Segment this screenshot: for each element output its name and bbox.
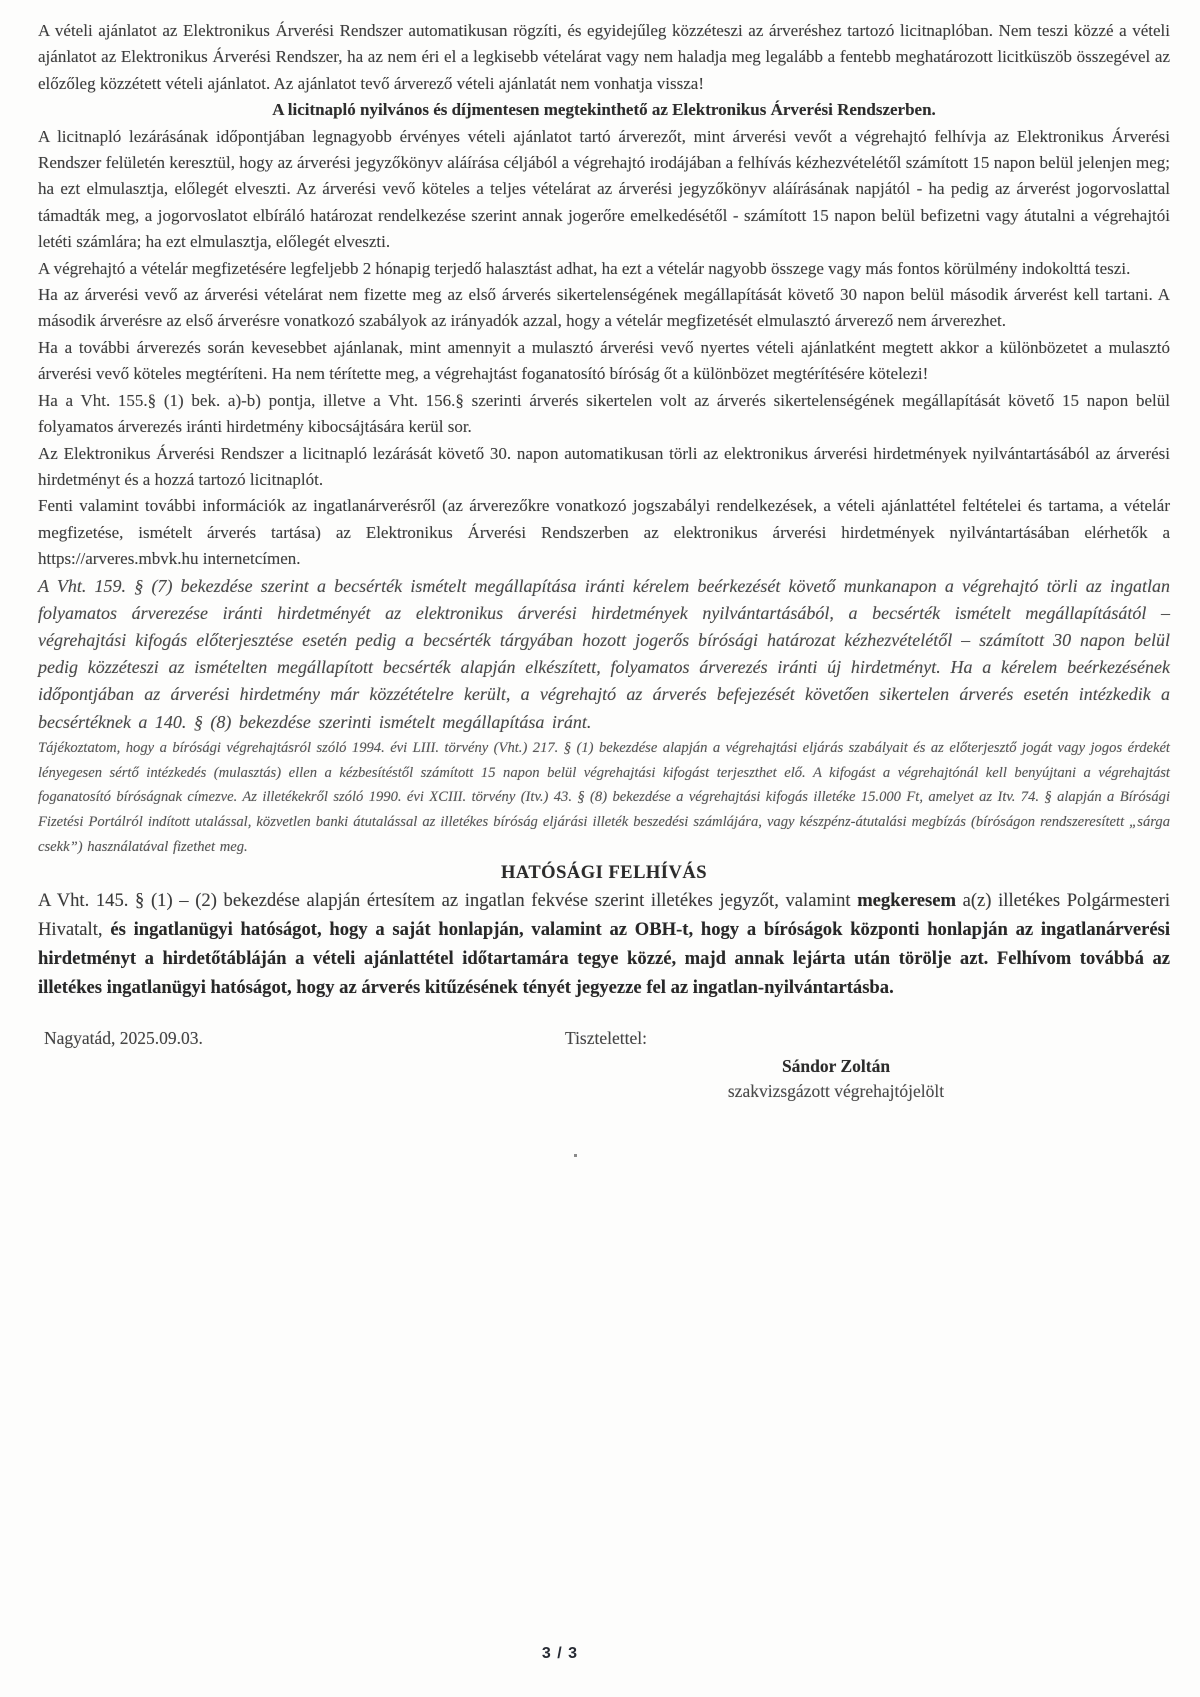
- licitnaplo-heading: A licitnapló nyilvános és díjmentesen megtekinthető az Elektronikus Árverési Rendszerben.: [272, 100, 936, 120]
- hatosagi-segment-normal-2: a(z) illetékes Polgármesteri Hivatalt,: [38, 890, 1170, 941]
- signer-name: Sándor Zoltán: [781, 1056, 891, 1076]
- body-paragraph-1: A licitnapló lezárásának időpontjában legnagyobb érvényes vételi ajánlatot tartó árverezőt, mint árverési vevőt a végrehajtó felhívja az Elektronikus Árverési Rendszer felületén keresztül, hogy az árverési jegyzőkönyv aláírása céljából a végrehajtó irodájában a felhívás kézhezvételétől számított 15 napon belül jelenjen meg; ha ezt elmulasztja, előlegét elveszti. Az árverési vevő köteles a teljes vételárat az árverési jegyzőkönyv aláírásának napjától - ha pedig az árverést jogorvoslattal támadták meg, a jogorvoslatot elbíráló határozat rendelkezése szerint annak jogerőre emelkedésétől - számított 15 napon belül befizetni vagy átutalni a végrehajtói letéti számlára; ha ezt elmulasztja, előlegét elveszti.: [38, 126, 1170, 252]
- closing-salutation: Tisztelettel:: [565, 1028, 647, 1048]
- info-paragraph: [38, 493, 1170, 572]
- signer-title: szakvizsgázott végrehajtójelölt: [727, 1081, 945, 1101]
- intro-paragraph: A vételi ajánlatot az Elektronikus Árverési Rendszer automatikusan rögzíti, és egyidejűleg közzéteszi az árveréshez tartozó licitnaplóban. Nem teszi közzé a vételi ajánlatot az Elektronikus Árverési Rendszer, ha az nem éri el a legkisebb vételárat vagy nem haladja meg legalább a fentebb meghatározott licitküszöb összegével az előzőleg közzétett vételi ajánlatot. Az ajánlatot tevő árverező vételi ajánlatát nem vonhatja vissza!: [38, 21, 1170, 93]
- legal-remedy-paragraph: Tájékoztatom, hogy a bírósági végrehajtásról szóló 1994. évi LIII. törvény (Vht.) 217. § (1) bekezdése alapján a végrehajtási eljárás szabályait és az előterjesztő jogát vagy jogos érdekét lényegesen sértő intézkedés (mulasztás) ellen a kézbesítéstől számított 15 napon belül végrehajtási kifogást terjeszthet elő. A kifogást a végrehajtónál kell benyújtani a végrehajtást foganatosító bíróságnak címezve. Az illetékekről szóló 1990. évi XCIII. törvény (Itv.) 43. § (8) bekezdése a végrehajtási kifogás illetéke 15.000 Ft, amelyet az Itv. 74. § alapján a Bírósági Fizetési Portálról indított utalással, közvetlen banki átutalással az illetékes bíróság eljárási illeték beszedési számlájára, vagy készpénz-átutalási megbízás (bíróságon rendszeresített „sárga csekk”) használatával fizethet meg.: [38, 739, 1170, 855]
- body-paragraph-2: A végrehajtó a vételár megfizetésére legfeljebb 2 hónapig terjedő halasztást adhat, ha ezt a vételár nagyobb összege vagy más fontos körülmény indokolttá teszi.: [38, 258, 1131, 278]
- hatosagi-segment-normal-1: A Vht. 145. § (1) – (2) bekezdése alapján értesítem az ingatlan fekvése szerint illetékes jegyzőt, valamint: [38, 890, 858, 912]
- scan-artifact-dot: [574, 1154, 577, 1157]
- page-number-indicator: 3 / 3: [541, 1645, 579, 1662]
- hatosagi-felhivas-heading: HATÓSÁGI FELHÍVÁS: [500, 862, 708, 883]
- hatosagi-paragraph: [38, 886, 1170, 1002]
- info-paragraph-text: Fenti valamint további információk az ingatlanárverésről (az árverezőkre vonatkozó jogszabályi rendelkezések, a vételi ajánlattétel feltételei és tartama, a vételár megfizetése, ismételt árverés tartása) az Elektronikus Árverési Rendszerben az elektronikus árverési hirdetmények nyilvántartásában elérhetők a: [38, 496, 1170, 542]
- body-paragraph-5: Ha a Vht. 155.§ (1) bek. a)-b) pontja, illetve a Vht. 156.§ szerinti árverés sikertelen volt az árverés sikertelenségének megállapítását követő 15 napon belül folyamatos árverezés iránti hirdetmény kibocsájtására kerül sor.: [38, 390, 1170, 437]
- info-paragraph-tail: internetcímen.: [198, 549, 301, 569]
- body-paragraph-6: Az Elektronikus Árverési Rendszer a licitnapló lezárását követő 30. napon automatikusan törli az elektronikus árverési hirdetmények nyilvántartásából az árverési hirdetményt és a hozzá tartozó licitnaplót.: [38, 443, 1170, 489]
- body-paragraph-4: Ha a további árverezés során kevesebbet ajánlanak, mint amennyit a mulasztó árverési vevő nyertes vételi ajánlatként megtett akkor a különbözetet a mulasztó árverési vevő köteles megtéríteni. Ha nem térítette meg, a végrehajtást foganatosító bíróság őt a különbözet megtérítésére kötelezi!: [38, 337, 1170, 384]
- hatosagi-segment-bold-1: megkeresem: [857, 890, 956, 912]
- date-place-line: Nagyatád, 2025.09.03.: [44, 1028, 203, 1048]
- hatosagi-segment-bold-2: és ingatlanügyi hatóságot, hogy a saját honlapján, valamint az OBH-t, hogy a bíróságok központi honlapján az ingatlanárverési hirdetményt a hirdetőtábláján a vételi ajánlattétel időtartamára tegye közzé, majd annak lejárta után törölje azt. Felhívom továbbá az illetékes ingatlanügyi hatóságot, hogy az árverés kitűzésének tényét jegyezze fel az ingatlan-nyilvántartásba.: [38, 919, 1170, 999]
- document-body: [38, 18, 1170, 1002]
- signature-block: [648, 1056, 1024, 1102]
- auction-website-url: https://arveres.mbvk.hu: [38, 549, 199, 569]
- body-paragraph-3: Ha az árverési vevő az árverési vételárat nem fizette meg az első árverés sikertelenségének megállapítását követő 30 napon belül második árverést kell tartani. A második árverésre az első árverésre vonatkozó szabályok az irányadók azzal, hogy a vételár megfizetését elmulasztó árverező nem árverezhet.: [38, 285, 1170, 331]
- vht159-paragraph: A Vht. 159. § (7) bekezdése szerint a becsérték ismételt megállapítása iránti kérelem beérkezését követő munkanapon a végrehajtó törli az ingatlan folyamatos árverezése iránti hirdetményét az elektronikus árverési hirdetmények nyilvántartásából, a becsérték ismételt megállapításától – végrehajtási kifogás előterjesztése esetén pedig a becsérték tárgyában hozott jogerős bírósági határozat kézhezvételétől – számított 30 napon belül pedig közzéteszi az ismételten megállapított becsérték alapján elkészített, folyamatos árverezés iránti új hirdetményt. Ha a kérelem beérkezésének időpontjában az árverési hirdetmény már közzétételre került, a végrehajtó az árverés befejezését követően sikertelen árverés esetén intézkedik a becsértéknek a 140. § (8) bekezdése szerinti ismételt megállapítása iránt.: [38, 575, 1170, 732]
